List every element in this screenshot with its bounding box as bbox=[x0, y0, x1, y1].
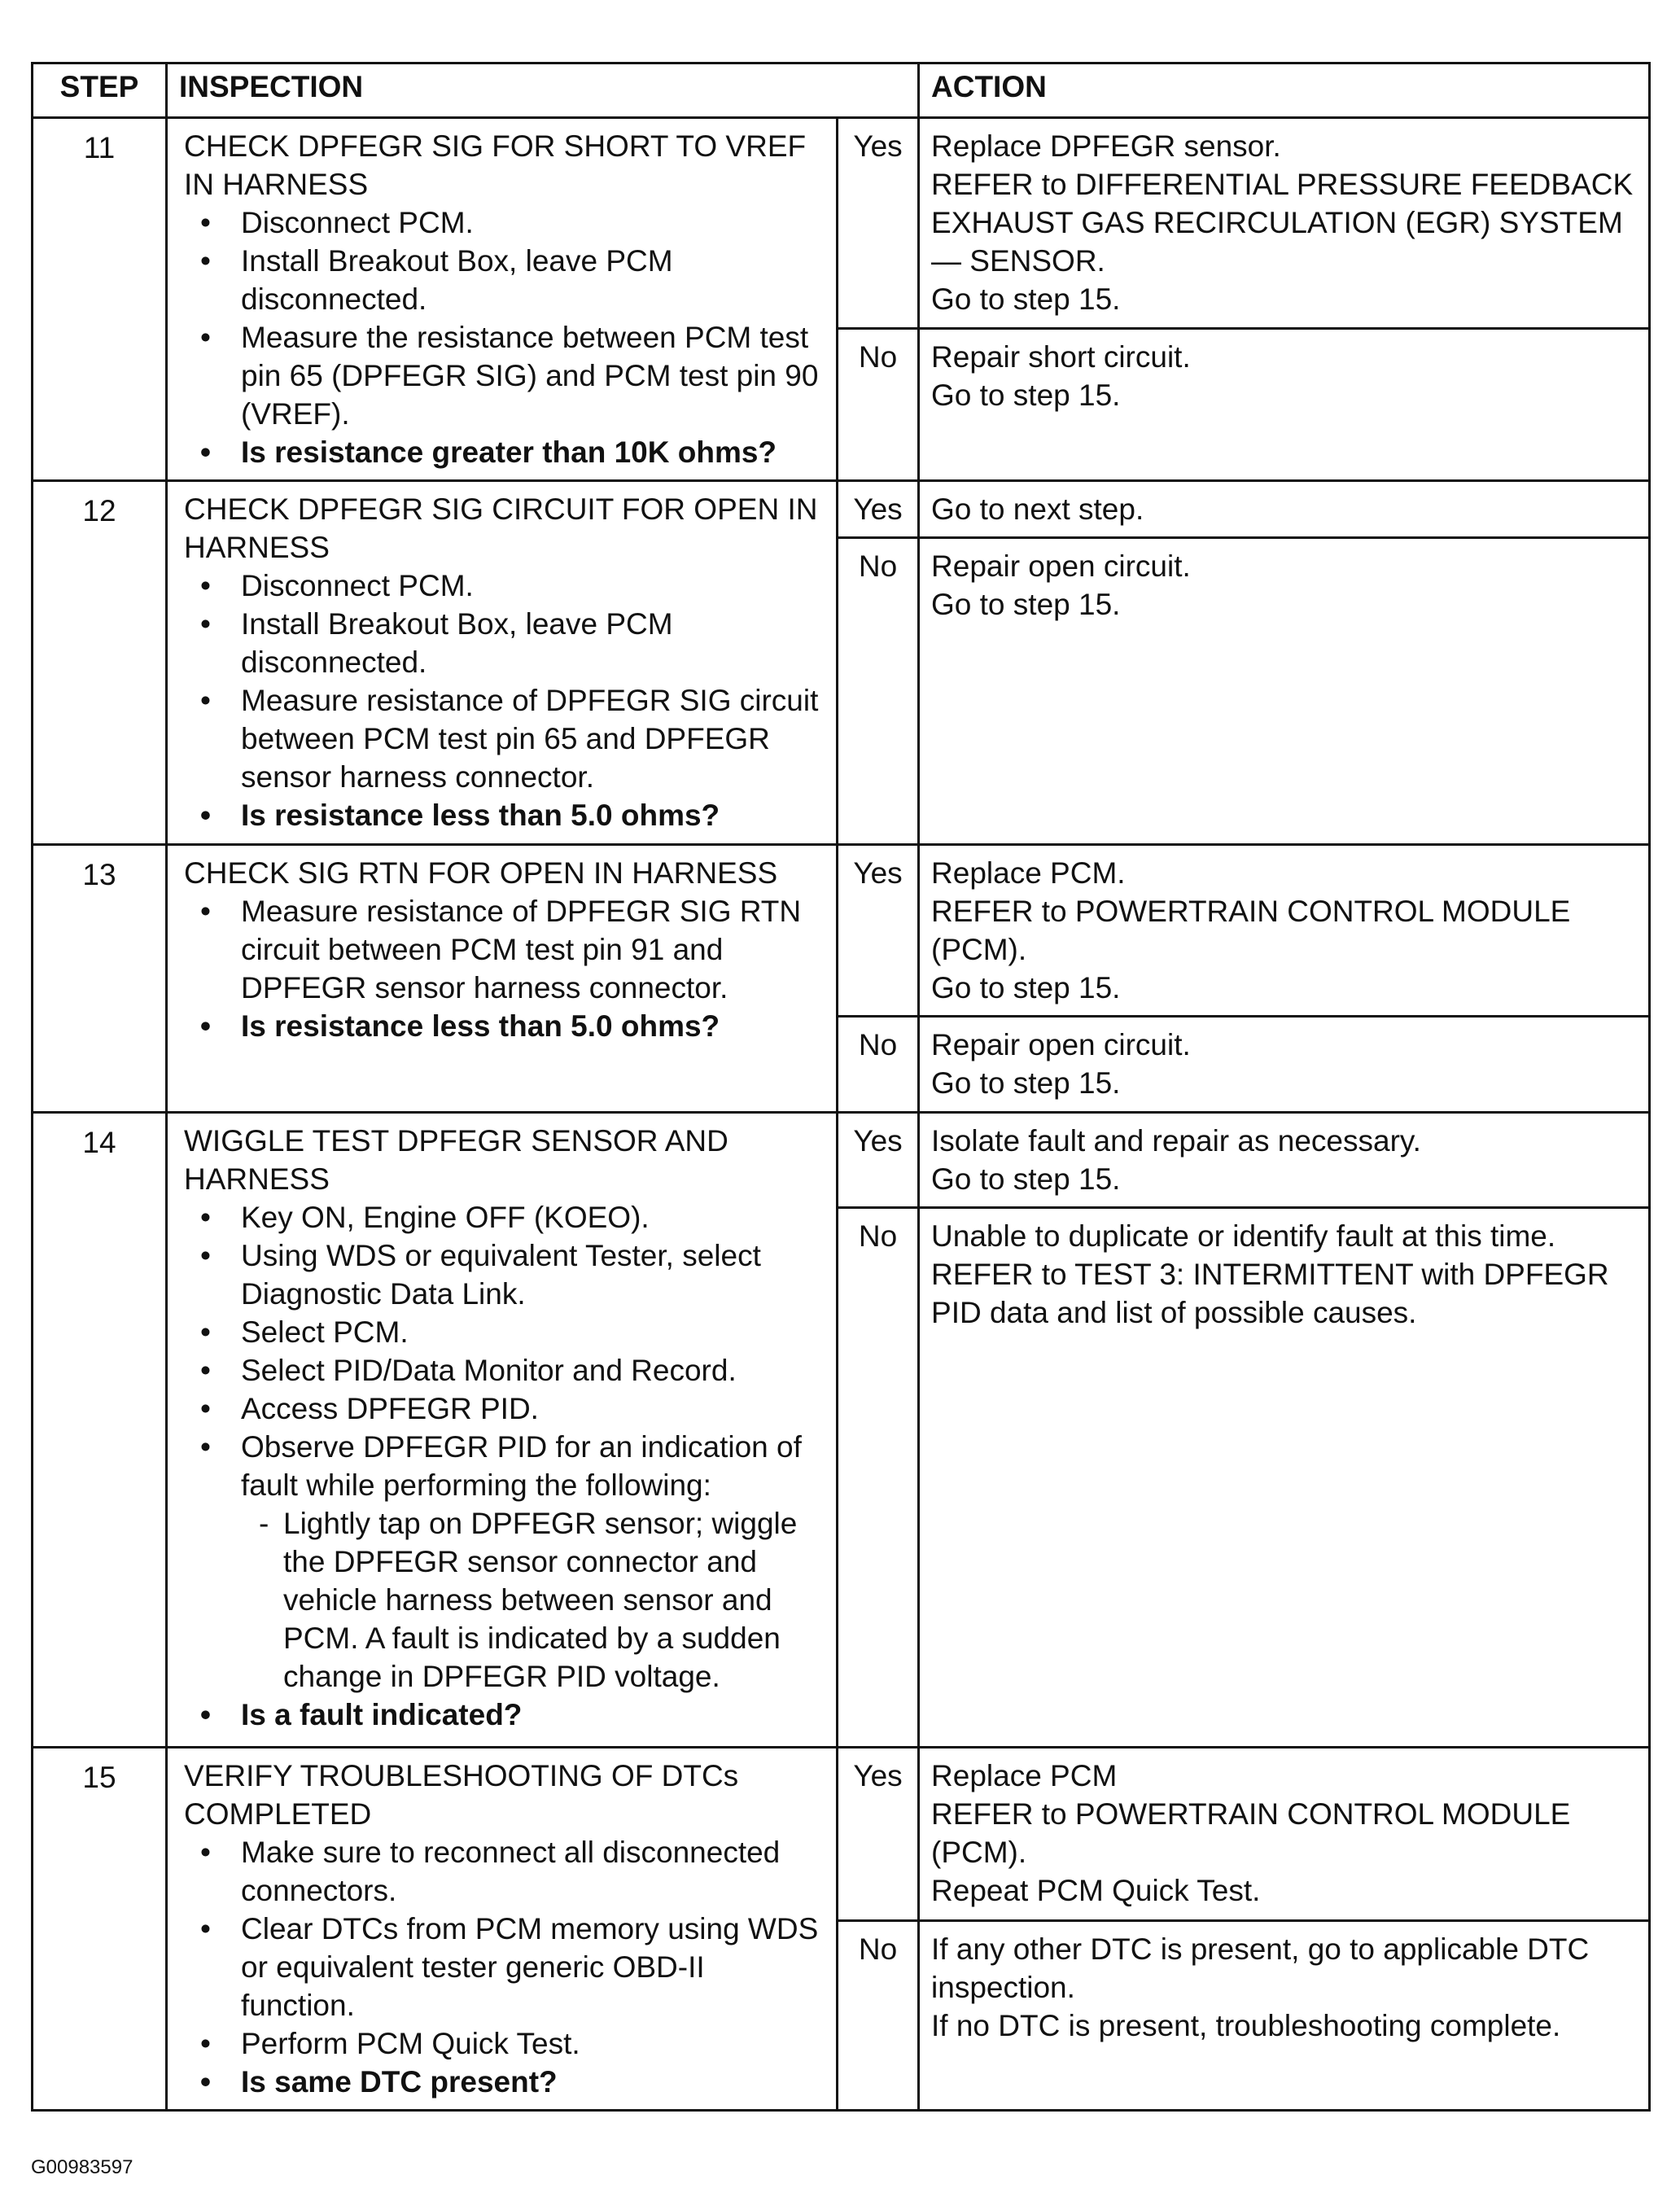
action-line: Unable to duplicate or identify fault at this time. bbox=[931, 1219, 1556, 1253]
bullet-icon: • bbox=[200, 1392, 211, 1425]
inspection-list bbox=[184, 567, 825, 834]
action-line: Replace DPFEGR sensor. bbox=[931, 129, 1281, 163]
no-action bbox=[919, 1017, 1650, 1113]
no-label: No bbox=[838, 1920, 919, 2110]
bullet-icon: • bbox=[200, 435, 211, 469]
bullet-icon: • bbox=[200, 244, 211, 278]
no-label: No bbox=[838, 538, 919, 845]
yes-action bbox=[919, 845, 1650, 1017]
bullet-icon: • bbox=[200, 895, 211, 928]
inspection-bullet bbox=[184, 1390, 825, 1428]
inspection-bullet bbox=[184, 1833, 825, 1910]
bullet-text: Select PID/Data Monitor and Record. bbox=[241, 1354, 737, 1387]
inspection-list bbox=[184, 892, 825, 1045]
bullet-text: Key ON, Engine OFF (KOEO). bbox=[241, 1201, 650, 1234]
action-line: REFER to TEST 3: INTERMITTENT with DPFEGR PID data and list of possible causes. bbox=[931, 1258, 1609, 1329]
action-line: Go to step 15. bbox=[931, 588, 1121, 621]
bullet-text: Observe DPFEGR PID for an indication of fault while performing the following: bbox=[241, 1430, 802, 1502]
table-body bbox=[33, 118, 1650, 2111]
inspection-bullet bbox=[184, 1910, 825, 2024]
table-row bbox=[33, 118, 1650, 329]
bullet-text: Disconnect PCM. bbox=[241, 569, 474, 602]
inspection-question bbox=[184, 796, 825, 834]
table-row bbox=[33, 481, 1650, 538]
inspection-bullet bbox=[184, 681, 825, 796]
table-row bbox=[33, 845, 1650, 1017]
bullet-icon: • bbox=[200, 1698, 211, 1731]
header-row bbox=[33, 63, 1650, 118]
bullet-icon: • bbox=[200, 1009, 211, 1043]
inspection-list bbox=[184, 1198, 825, 1734]
yes-label: Yes bbox=[838, 1748, 919, 1921]
step-number: 11 bbox=[33, 118, 167, 481]
bullet-text: Install Breakout Box, leave PCM disconnected. bbox=[241, 607, 673, 679]
yes-action bbox=[919, 1113, 1650, 1208]
dash-icon: - bbox=[259, 1507, 269, 1540]
no-action bbox=[919, 329, 1650, 481]
header-step: STEP bbox=[33, 63, 167, 118]
question-text: Is resistance less than 5.0 ohms? bbox=[241, 1009, 720, 1043]
inspection-title: CHECK DPFEGR SIG CIRCUIT FOR OPEN IN HARNESS bbox=[184, 492, 818, 564]
inspection-bullet bbox=[184, 567, 825, 605]
action-line: Go to next step. bbox=[931, 492, 1144, 526]
diagnostic-table bbox=[31, 62, 1651, 2112]
table-row bbox=[33, 1748, 1650, 1921]
inspection-title: VERIFY TROUBLESHOOTING OF DTCs COMPLETED bbox=[184, 1759, 739, 1831]
bullet-text: Make sure to reconnect all disconnected connectors. bbox=[241, 1836, 781, 1907]
bullet-icon: • bbox=[200, 1201, 211, 1234]
bullet-text: Measure the resistance between PCM test pin 65 (DPFEGR SIG) and PCM test pin 90 (VREF). bbox=[241, 321, 819, 431]
action-line: Repair open circuit. bbox=[931, 549, 1191, 583]
inspection-sub-bullet bbox=[184, 1504, 825, 1696]
inspection-bullet bbox=[184, 318, 825, 433]
bullet-icon: • bbox=[200, 569, 211, 602]
figure-code: G00983597 bbox=[31, 2156, 133, 2178]
action-line: Go to step 15. bbox=[931, 971, 1121, 1004]
inspection-bullet bbox=[184, 1351, 825, 1390]
inspection-cell bbox=[167, 845, 838, 1113]
no-action bbox=[919, 1920, 1650, 2110]
no-label: No bbox=[838, 1017, 919, 1113]
bullet-icon: • bbox=[200, 1912, 211, 1945]
bullet-icon: • bbox=[200, 321, 211, 354]
header-inspection: INSPECTION bbox=[167, 63, 919, 118]
question-text: Is resistance greater than 10K ohms? bbox=[241, 435, 777, 469]
bullet-text: Access DPFEGR PID. bbox=[241, 1392, 539, 1425]
action-line: Isolate fault and repair as necessary. bbox=[931, 1124, 1421, 1158]
inspection-bullet bbox=[184, 1198, 825, 1236]
bullet-text: Disconnect PCM. bbox=[241, 206, 474, 239]
question-text: Is a fault indicated? bbox=[241, 1698, 523, 1731]
question-text: Is resistance less than 5.0 ohms? bbox=[241, 799, 720, 832]
inspection-question bbox=[184, 433, 825, 471]
inspection-bullet bbox=[184, 242, 825, 318]
action-line: Replace PCM. bbox=[931, 856, 1126, 890]
bullet-icon: • bbox=[200, 799, 211, 832]
bullet-icon: • bbox=[200, 684, 211, 717]
bullet-icon: • bbox=[200, 2065, 211, 2099]
action-line: Go to step 15. bbox=[931, 1066, 1121, 1100]
bullet-text: Clear DTCs from PCM memory using WDS or equivalent tester generic OBD-II function. bbox=[241, 1912, 819, 2022]
inspection-question bbox=[184, 2063, 825, 2101]
inspection-bullet bbox=[184, 1313, 825, 1351]
step-number: 13 bbox=[33, 845, 167, 1113]
bullet-icon: • bbox=[200, 1354, 211, 1387]
bullet-text: Measure resistance of DPFEGR SIG circuit between PCM test pin 65 and DPFEGR sensor harness connector. bbox=[241, 684, 819, 794]
bullet-icon: • bbox=[200, 1315, 211, 1349]
action-line: Go to step 15. bbox=[931, 282, 1121, 316]
yes-label: Yes bbox=[838, 845, 919, 1017]
inspection-title: CHECK SIG RTN FOR OPEN IN HARNESS bbox=[184, 856, 778, 890]
inspection-question bbox=[184, 1696, 825, 1734]
bullet-icon: • bbox=[200, 1239, 211, 1272]
action-line: If any other DTC is present, go to applicable DTC inspection. bbox=[931, 1932, 1590, 2004]
inspection-title: CHECK DPFEGR SIG FOR SHORT TO VREF IN HARNESS bbox=[184, 129, 807, 201]
yes-label: Yes bbox=[838, 1113, 919, 1208]
step-number: 14 bbox=[33, 1113, 167, 1748]
action-line: Go to step 15. bbox=[931, 379, 1121, 413]
sub-bullet-text: Lightly tap on DPFEGR sensor; wiggle the DPFEGR sensor connector and vehicle harness between sensor and PCM. A fault is indicated by a sudden change in DPFEGR PID voltage. bbox=[283, 1507, 798, 1693]
bullet-text: Select PCM. bbox=[241, 1315, 409, 1349]
inspection-cell bbox=[167, 481, 838, 845]
inspection-list bbox=[184, 1833, 825, 2101]
no-action bbox=[919, 1208, 1650, 1748]
action-line: If no DTC is present, troubleshooting complete. bbox=[931, 2008, 1561, 2042]
action-line: REFER to DIFFERENTIAL PRESSURE FEEDBACK EXHAUST GAS RECIRCULATION (EGR) SYSTEM — SENSOR. bbox=[931, 168, 1634, 278]
yes-action bbox=[919, 481, 1650, 538]
bullet-text: Install Breakout Box, leave PCM disconnected. bbox=[241, 244, 673, 316]
step-number: 15 bbox=[33, 1748, 167, 2111]
action-line: Repeat PCM Quick Test. bbox=[931, 1874, 1261, 1907]
action-line: REFER to POWERTRAIN CONTROL MODULE (PCM). bbox=[931, 1797, 1571, 1869]
inspection-cell bbox=[167, 1113, 838, 1748]
header-action: ACTION bbox=[919, 63, 1650, 118]
bullet-text: Perform PCM Quick Test. bbox=[241, 2027, 580, 2060]
inspection-title: WIGGLE TEST DPFEGR SENSOR AND HARNESS bbox=[184, 1124, 728, 1196]
question-text: Is same DTC present? bbox=[241, 2065, 558, 2099]
no-action bbox=[919, 538, 1650, 845]
table-row bbox=[33, 1113, 1650, 1208]
inspection-cell bbox=[167, 1748, 838, 2111]
inspection-bullet bbox=[184, 892, 825, 1007]
action-line: Go to step 15. bbox=[931, 1162, 1121, 1196]
yes-action bbox=[919, 1748, 1650, 1921]
inspection-question bbox=[184, 1007, 825, 1045]
no-label: No bbox=[838, 1208, 919, 1748]
inspection-bullet bbox=[184, 2024, 825, 2063]
bullet-icon: • bbox=[200, 1430, 211, 1464]
bullet-icon: • bbox=[200, 607, 211, 641]
action-line: Repair short circuit. bbox=[931, 340, 1191, 374]
step-number: 12 bbox=[33, 481, 167, 845]
yes-action bbox=[919, 118, 1650, 329]
inspection-list bbox=[184, 204, 825, 471]
inspection-bullet bbox=[184, 605, 825, 681]
inspection-cell bbox=[167, 118, 838, 481]
action-line: REFER to POWERTRAIN CONTROL MODULE (PCM). bbox=[931, 895, 1571, 966]
bullet-text: Measure resistance of DPFEGR SIG RTN circuit between PCM test pin 91 and DPFEGR sensor harness connector. bbox=[241, 895, 802, 1004]
inspection-bullet bbox=[184, 1236, 825, 1313]
action-line: Repair open circuit. bbox=[931, 1028, 1191, 1061]
bullet-icon: • bbox=[200, 2027, 211, 2060]
yes-label: Yes bbox=[838, 118, 919, 329]
yes-label: Yes bbox=[838, 481, 919, 538]
inspection-bullet bbox=[184, 204, 825, 242]
bullet-icon: • bbox=[200, 206, 211, 239]
inspection-bullet bbox=[184, 1428, 825, 1504]
bullet-text: Using WDS or equivalent Tester, select Diagnostic Data Link. bbox=[241, 1239, 761, 1311]
action-line: Replace PCM bbox=[931, 1759, 1118, 1792]
bullet-icon: • bbox=[200, 1836, 211, 1869]
no-label: No bbox=[838, 329, 919, 481]
